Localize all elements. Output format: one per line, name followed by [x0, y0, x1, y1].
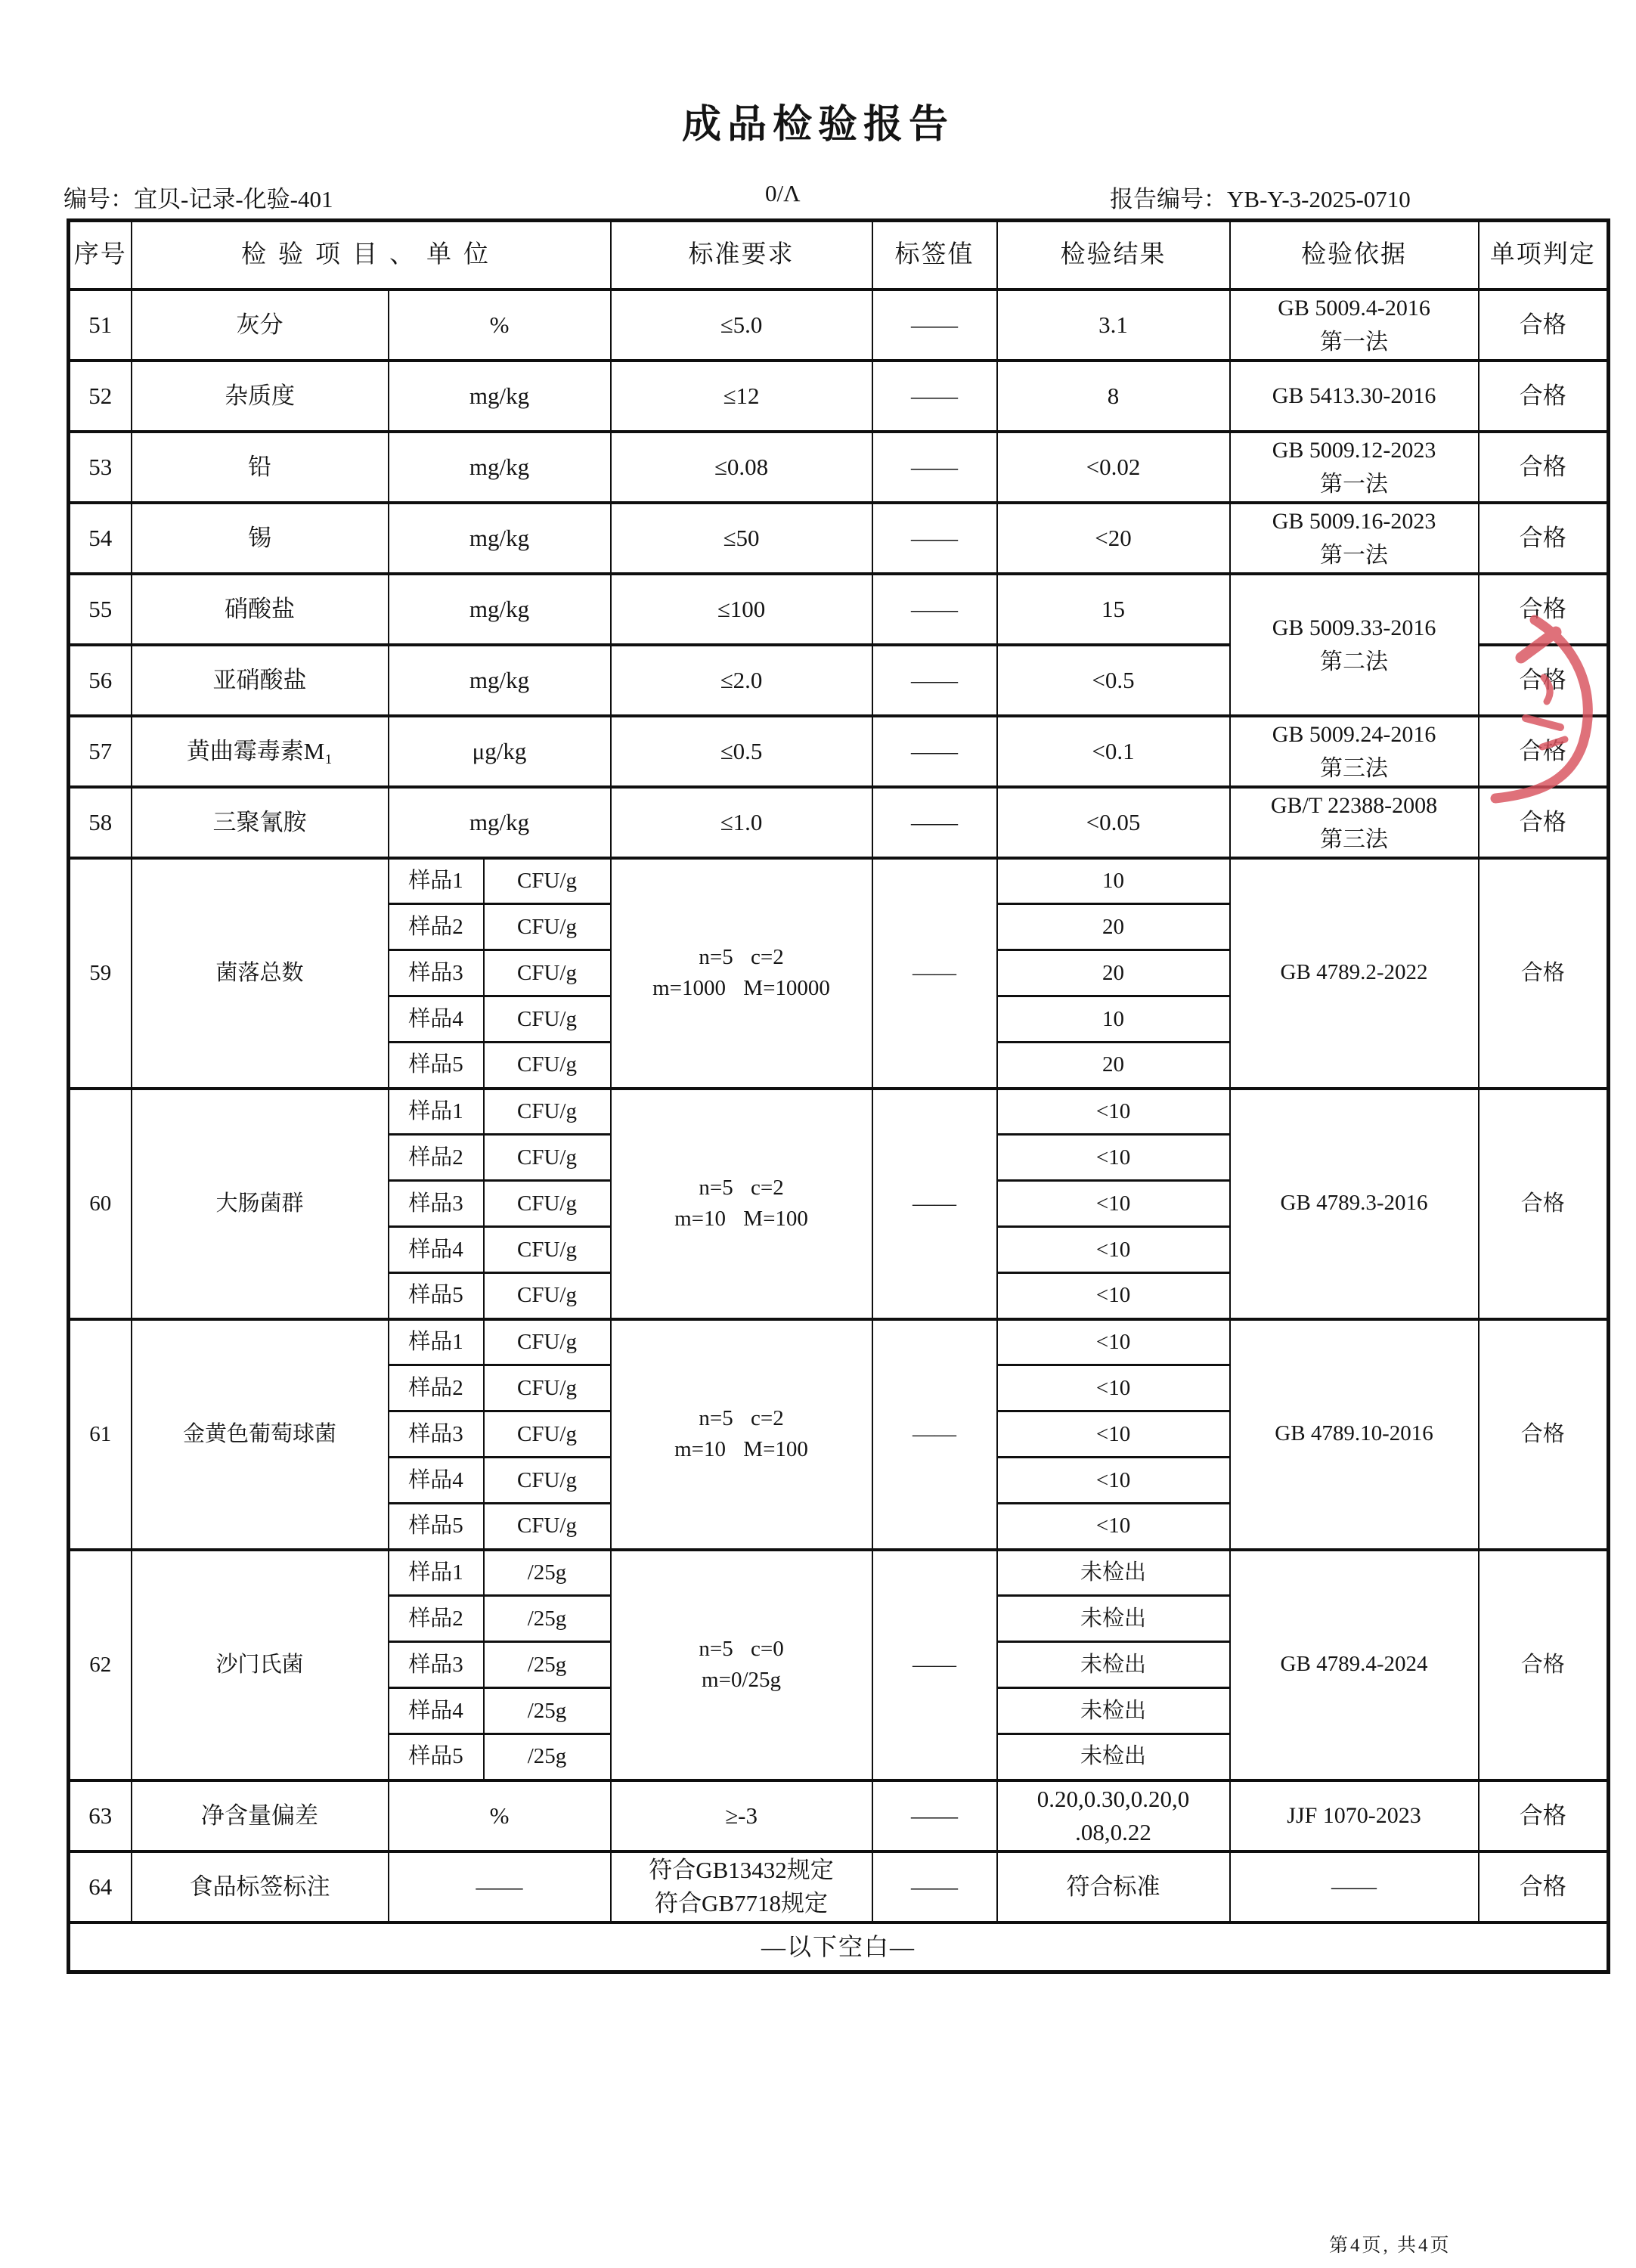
sample-result: 未检出	[997, 1596, 1230, 1642]
col-header-label: 标签值	[872, 221, 997, 290]
row-no: 60	[69, 1089, 132, 1319]
sample-label: 样品4	[389, 1688, 484, 1734]
unit: mg/kg	[389, 503, 611, 574]
label-value: ——	[872, 361, 997, 432]
sample-result: <10	[997, 1227, 1230, 1273]
sample-label: 样品2	[389, 1596, 484, 1642]
standard-req: ≤2.0	[611, 645, 872, 716]
verdict: 合格	[1479, 432, 1609, 503]
sample-result: 未检出	[997, 1642, 1230, 1688]
basis: GB 5413.30-2016	[1230, 361, 1479, 432]
basis: GB/T 22388-2008 第三法	[1230, 787, 1479, 858]
sample-unit: CFU/g	[484, 1504, 611, 1550]
sample-result: <10	[997, 1181, 1230, 1227]
item-name: 杂质度	[132, 361, 389, 432]
sample-unit: CFU/g	[484, 1227, 611, 1273]
unit: mg/kg	[389, 574, 611, 645]
sample-result: <10	[997, 1365, 1230, 1411]
basis: GB 5009.24-2016 第三法	[1230, 716, 1479, 787]
item-name: 金黄色葡萄球菌	[132, 1319, 389, 1550]
unit: %	[389, 290, 611, 361]
sample-unit: CFU/g	[484, 1043, 611, 1089]
label-value: ——	[872, 858, 997, 1089]
unit: mg/kg	[389, 432, 611, 503]
sample-result: <10	[997, 1273, 1230, 1319]
verdict: 合格	[1479, 716, 1609, 787]
meta-center-mark: 0/Λ	[765, 180, 801, 206]
sample-result: 20	[997, 1043, 1230, 1089]
item-name: 菌落总数	[132, 858, 389, 1089]
item-name: 食品标签标注	[132, 1851, 389, 1923]
sample-result: 未检出	[997, 1688, 1230, 1734]
inspection-table	[67, 218, 1610, 1974]
basis: GB 5009.4-2016 第一法	[1230, 290, 1479, 361]
item-name: 净含量偏差	[132, 1780, 389, 1851]
sample-result: 未检出	[997, 1734, 1230, 1780]
row-no: 64	[69, 1851, 132, 1923]
label-value: ——	[872, 432, 997, 503]
label-value: ——	[872, 1780, 997, 1851]
sample-unit: CFU/g	[484, 858, 611, 904]
verdict: 合格	[1479, 574, 1609, 645]
sample-unit: CFU/g	[484, 1089, 611, 1135]
test-result: 符合标准	[997, 1851, 1230, 1923]
row-no: 62	[69, 1550, 132, 1780]
standard-req: ≤1.0	[611, 787, 872, 858]
sample-unit: CFU/g	[484, 996, 611, 1043]
sample-unit: CFU/g	[484, 904, 611, 950]
row-no: 58	[69, 787, 132, 858]
basis: GB 5009.33-2016 第二法	[1230, 574, 1479, 716]
label-value: ——	[872, 1319, 997, 1550]
unit: ——	[389, 1851, 611, 1923]
test-result: 3.1	[997, 290, 1230, 361]
sample-unit: CFU/g	[484, 1181, 611, 1227]
sample-label: 样品1	[389, 858, 484, 904]
verdict: 合格	[1479, 290, 1609, 361]
sample-result: <10	[997, 1458, 1230, 1504]
standard-req: ≤100	[611, 574, 872, 645]
sample-result: 20	[997, 904, 1230, 950]
item-name: 三聚氰胺	[132, 787, 389, 858]
item-name: 沙门氏菌	[132, 1550, 389, 1780]
standard-req: ≤50	[611, 503, 872, 574]
col-header-no: 序号	[69, 221, 132, 290]
unit: %	[389, 1780, 611, 1851]
test-result: <0.02	[997, 432, 1230, 503]
sample-unit: /25g	[484, 1596, 611, 1642]
sample-label: 样品1	[389, 1550, 484, 1596]
test-result: <20	[997, 503, 1230, 574]
sample-label: 样品1	[389, 1319, 484, 1365]
blank-note: —以下空白—	[69, 1923, 1609, 1972]
label-value: ——	[872, 1550, 997, 1780]
basis: GB 4789.4-2024	[1230, 1550, 1479, 1780]
standard-req: n=5 c=2 m=10 M=100	[611, 1089, 872, 1319]
row-no: 56	[69, 645, 132, 716]
standard-req: 符合GB13432规定 符合GB7718规定	[611, 1851, 872, 1923]
sample-result: 10	[997, 858, 1230, 904]
verdict: 合格	[1479, 858, 1609, 1089]
sample-result: <10	[997, 1411, 1230, 1458]
report-number: 报告编号：YB-Y-3-2025-0710	[1110, 186, 1411, 212]
standard-req: n=5 c=2 m=10 M=100	[611, 1319, 872, 1550]
row-no: 59	[69, 858, 132, 1089]
item-name: 大肠菌群	[132, 1089, 389, 1319]
unit: mg/kg	[389, 787, 611, 858]
item-name: 硝酸盐	[132, 574, 389, 645]
sample-label: 样品3	[389, 950, 484, 996]
item-name: 锡	[132, 503, 389, 574]
test-result: <0.1	[997, 716, 1230, 787]
label-value: ——	[872, 787, 997, 858]
verdict: 合格	[1479, 503, 1609, 574]
item-name: 亚硝酸盐	[132, 645, 389, 716]
standard-req: ≤0.5	[611, 716, 872, 787]
test-result: <0.5	[997, 645, 1230, 716]
sample-label: 样品5	[389, 1043, 484, 1089]
basis: GB 5009.16-2023 第一法	[1230, 503, 1479, 574]
sample-label: 样品3	[389, 1411, 484, 1458]
sample-label: 样品2	[389, 1135, 484, 1181]
sample-unit: CFU/g	[484, 1458, 611, 1504]
doc-number: 编号：宜贝-记录-化验-401	[64, 186, 333, 212]
basis: GB 5009.12-2023 第一法	[1230, 432, 1479, 503]
verdict: 合格	[1479, 1851, 1609, 1923]
unit: mg/kg	[389, 645, 611, 716]
sample-unit: CFU/g	[484, 1319, 611, 1365]
item-name: 灰分	[132, 290, 389, 361]
row-no: 57	[69, 716, 132, 787]
sample-result: <10	[997, 1089, 1230, 1135]
page-title: 成品检验报告	[681, 104, 954, 147]
verdict: 合格	[1479, 1089, 1609, 1319]
sample-label: 样品2	[389, 904, 484, 950]
sample-result: <10	[997, 1319, 1230, 1365]
sample-label: 样品3	[389, 1181, 484, 1227]
sample-unit: /25g	[484, 1550, 611, 1596]
label-value: ——	[872, 645, 997, 716]
row-no: 61	[69, 1319, 132, 1550]
sample-result: <10	[997, 1504, 1230, 1550]
label-value: ——	[872, 1089, 997, 1319]
test-result: 8	[997, 361, 1230, 432]
standard-req: ≤0.08	[611, 432, 872, 503]
sample-unit: /25g	[484, 1688, 611, 1734]
label-value: ——	[872, 574, 997, 645]
verdict: 合格	[1479, 1550, 1609, 1780]
sample-unit: CFU/g	[484, 1411, 611, 1458]
basis: GB 4789.3-2016	[1230, 1089, 1479, 1319]
verdict: 合格	[1479, 1319, 1609, 1550]
unit: μg/kg	[389, 716, 611, 787]
item-name: 黄曲霉毒素M₁	[132, 716, 389, 787]
sample-result: 20	[997, 950, 1230, 996]
sample-label: 样品4	[389, 996, 484, 1043]
sample-unit: CFU/g	[484, 1273, 611, 1319]
sample-label: 样品5	[389, 1734, 484, 1780]
test-result: 15	[997, 574, 1230, 645]
basis: ——	[1230, 1851, 1479, 1923]
sample-unit: CFU/g	[484, 950, 611, 996]
sample-unit: /25g	[484, 1642, 611, 1688]
standard-req: ≤5.0	[611, 290, 872, 361]
verdict: 合格	[1479, 361, 1609, 432]
page-footer: 第4页, 共4页	[1329, 2235, 1452, 2256]
sample-label: 样品5	[389, 1273, 484, 1319]
standard-req: n=5 c=0 m=0/25g	[611, 1550, 872, 1780]
sample-label: 样品5	[389, 1504, 484, 1550]
label-value: ——	[872, 503, 997, 574]
row-no: 54	[69, 503, 132, 574]
row-no: 55	[69, 574, 132, 645]
sample-label: 样品1	[389, 1089, 484, 1135]
label-value: ——	[872, 716, 997, 787]
col-header-standard: 标准要求	[611, 221, 872, 290]
standard-req: ≥-3	[611, 1780, 872, 1851]
row-no: 51	[69, 290, 132, 361]
sample-label: 样品4	[389, 1458, 484, 1504]
item-name: 铅	[132, 432, 389, 503]
row-no: 63	[69, 1780, 132, 1851]
col-header-result: 检验结果	[997, 221, 1230, 290]
sample-result: <10	[997, 1135, 1230, 1181]
basis: GB 4789.2-2022	[1230, 858, 1479, 1089]
sample-result: 未检出	[997, 1550, 1230, 1596]
col-header-item-unit: 检验项目、单位	[132, 221, 611, 290]
verdict: 合格	[1479, 1780, 1609, 1851]
basis: GB 4789.10-2016	[1230, 1319, 1479, 1550]
sample-label: 样品2	[389, 1365, 484, 1411]
col-header-basis: 检验依据	[1230, 221, 1479, 290]
sample-result: 10	[997, 996, 1230, 1043]
label-value: ——	[872, 1851, 997, 1923]
label-value: ——	[872, 290, 997, 361]
standard-req: n=5 c=2 m=1000 M=10000	[611, 858, 872, 1089]
sample-label: 样品3	[389, 1642, 484, 1688]
row-no: 53	[69, 432, 132, 503]
verdict: 合格	[1479, 645, 1609, 716]
sample-unit: CFU/g	[484, 1135, 611, 1181]
col-header-verdict: 单项判定	[1479, 221, 1609, 290]
test-result: 0.20,0.30,0.20,0 .08,0.22	[997, 1780, 1230, 1851]
sample-unit: /25g	[484, 1734, 611, 1780]
sample-unit: CFU/g	[484, 1365, 611, 1411]
basis: JJF 1070-2023	[1230, 1780, 1479, 1851]
verdict: 合格	[1479, 787, 1609, 858]
test-result: <0.05	[997, 787, 1230, 858]
standard-req: ≤12	[611, 361, 872, 432]
row-no: 52	[69, 361, 132, 432]
sample-label: 样品4	[389, 1227, 484, 1273]
unit: mg/kg	[389, 361, 611, 432]
